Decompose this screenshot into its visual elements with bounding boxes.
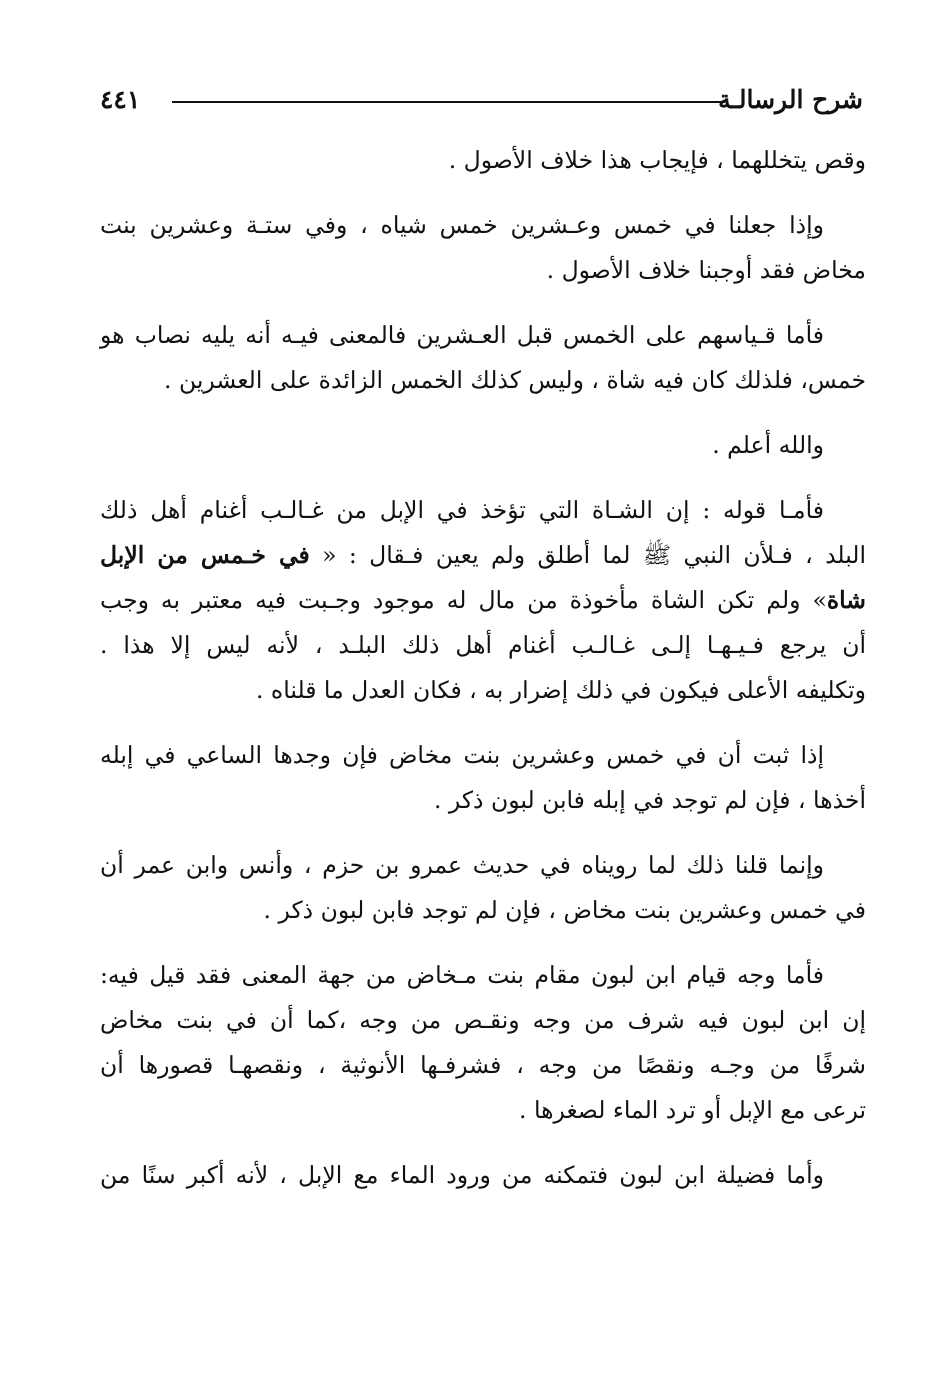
text-line <box>100 533 866 578</box>
text-run: فأمـا قوله : إن الشـاة التي تؤخذ في الإبل من غـالـب أغنام أهل ذلك <box>100 496 824 524</box>
text-line: وإذا جعلنا في خمس وعـشرين خمس شياه ، وفي ستـة وعشرين بنت <box>100 211 824 239</box>
paragraph <box>100 1153 866 1198</box>
text-line: أخذها ، فإن لم توجد في إبله فابن لبون ذكر . <box>433 786 866 814</box>
hadith-quote: شاة <box>826 586 866 614</box>
text-line <box>100 578 866 623</box>
running-title: شرح الرسالـة <box>718 85 863 114</box>
text-line: وإنما قلنا ذلك لما رويناه في حديث عمرو بن حزم ، وأنس وابن عمر أن <box>100 851 824 879</box>
text-line: خمس، فلذلك كان فيه شاة ، وليس كذلك الخمس الزائدة على العشرين . <box>164 366 866 394</box>
body-text <box>100 138 866 1218</box>
text-run: » ولم تكن الشاة مأخوذة من مال له موجود وجـبت فيه معتبر به وجب <box>100 586 827 614</box>
text-run: وتكليفه الأعلى فيكون في ذلك إضرار به ، فكان العدل ما قلناه . <box>255 676 866 704</box>
text-line: فأما وجه قيام ابن لبون مقام بنت مـخاض من جهة المعنى فقد قيل فيه: <box>100 961 824 989</box>
page-number: ٤٤١ <box>100 85 141 114</box>
text-line: ترعى مع الإبل أو ترد الماء لصغرها . <box>519 1096 866 1124</box>
paragraph <box>100 488 866 713</box>
text-line: إن ابن لبون فيه شرف من وجه ونقـص من وجه ،كما أن في بنت مخاض <box>100 1006 866 1034</box>
text-line <box>100 623 866 668</box>
paragraph <box>100 203 866 293</box>
text-line: في خمس وعشرين بنت مخاض ، فإن لم توجد فابن لبون ذكر . <box>263 896 866 924</box>
paragraph <box>100 843 866 933</box>
text-line: مخاض فقد أوجبنا خلاف الأصول . <box>546 256 866 284</box>
text-line: وقص يتخللهما ، فإيجاب هذا خلاف الأصول . <box>448 146 866 174</box>
text-line: وأما فضيلة ابن لبون فتمكنه من ورود الماء مع الإبل ، لأنه أكبر سنًا من <box>100 1161 824 1189</box>
paragraph <box>100 733 866 823</box>
text-line: شرفًا من وجـه ونقصًا من وجه ، فشرفـها الأنوثية ، ونقصهـا قصورها أن <box>100 1051 866 1079</box>
text-line <box>100 668 866 713</box>
text-line <box>100 488 866 533</box>
running-header <box>100 80 863 120</box>
text-line: والله أعلم . <box>712 431 824 459</box>
text-run: أن يرجع فـيـهـا إلـى غـالـب أغنام أهل ذلك البلـد ، لأنه ليس إلا هذا . <box>100 631 866 659</box>
paragraph <box>100 138 866 183</box>
header-rule <box>172 101 725 103</box>
paragraph <box>100 423 866 468</box>
paragraph <box>100 313 866 403</box>
paragraph <box>100 953 866 1133</box>
hadith-quote: في خـمس من الإبل <box>100 541 310 569</box>
text-line: فأما قـياسهم على الخمس قبل العـشرين فالمعنى فيـه أنه يليه نصاب هو <box>100 321 824 349</box>
text-run: البلد ، فـلأن النبي ﷺ لما أطلق ولم يعين فـقال : « <box>309 541 866 569</box>
text-line: إذا ثبت أن في خمس وعشرين بنت مخاض فإن وجدها الساعي في إبله <box>100 741 824 769</box>
